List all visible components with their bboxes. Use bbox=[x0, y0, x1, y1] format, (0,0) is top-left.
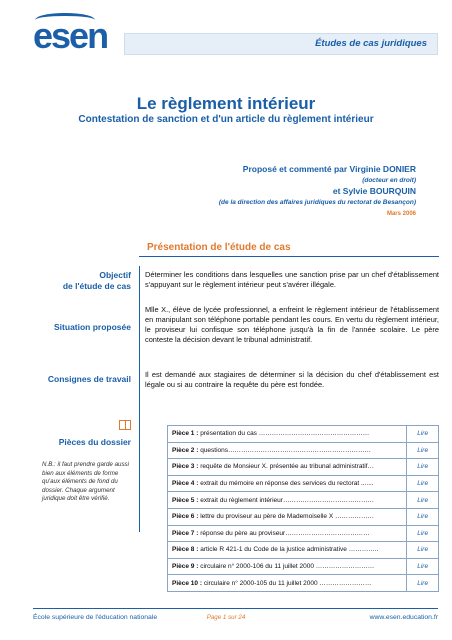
category-label: Études de cas juridiques bbox=[315, 38, 427, 49]
section-divider bbox=[139, 266, 140, 532]
consignes-label: Consignes de travail bbox=[47, 374, 131, 384]
table-row: Pièce 6 : lettre du proviseur au père de Mademoiselle X ……………… Lire bbox=[168, 508, 439, 525]
read-link[interactable]: Lire bbox=[407, 542, 439, 559]
author-1: Proposé et commenté par Virginie DONIER bbox=[242, 164, 416, 174]
presentation-divider bbox=[139, 256, 439, 257]
table-row: Pièce 8 : article R 421-1 du Code de la justice administrative ………….. Lire bbox=[168, 542, 439, 559]
situation-text: Mlle X., élève de lycée professionnel, a enfreint le règlement intérieur de l'établissement en manipulant son téléphone portable pendant les cours. En vertu du règlement intérieur, le proviseur lui confisque son téléphone jusqu'à la fin de l'année scolaire. Le père conteste la décision devant le tribunal administratif. bbox=[145, 305, 439, 344]
read-link[interactable]: Lire bbox=[407, 508, 439, 525]
consignes-text: Il est demandé aux stagiaires de déterminer si la décision du chef d'établissement est légale ou si au contraire la requête du père est fondée. bbox=[145, 370, 439, 389]
author-2: et Sylvie BOURQUIN bbox=[332, 186, 416, 196]
logo-text: esen bbox=[33, 15, 108, 56]
publication-date: Mars 2006 bbox=[386, 211, 416, 217]
page-title: Le règlement intérieur bbox=[136, 94, 316, 113]
table-row: Pièce 5 : extrait du règlement intérieur…………………………………… Lire bbox=[168, 492, 439, 509]
table-row: Pièce 7 : réponse du père au proviseur………………………………… Lire bbox=[168, 525, 439, 542]
read-link[interactable]: Lire bbox=[407, 426, 439, 443]
situation-label: Situation proposée bbox=[54, 322, 131, 332]
table-row: Pièce 2 : questions………………………………………………………… Lire bbox=[168, 442, 439, 459]
table-row: Pièce 9 : circulaire n° 2000-106 du 11 juillet 2000 ……………………… Lire bbox=[168, 558, 439, 575]
pieces-label: Pièces du dossier bbox=[58, 437, 131, 447]
author-1-role: (docteur en droit) bbox=[362, 177, 416, 184]
objectif-text: Déterminer les conditions dans lesquelles une sanction prise par un chef d'établissement s'appuyant sur le règlement intérieur peut s'avérer illégale. bbox=[145, 270, 439, 289]
read-link[interactable]: Lire bbox=[407, 442, 439, 459]
read-link[interactable]: Lire bbox=[407, 492, 439, 509]
logo-swoosh-icon bbox=[35, 13, 95, 27]
author-2-role: (de la direction des affaires juridiques du rectorat de Besançon) bbox=[218, 199, 416, 206]
table-row: Pièce 4 : extrait du mémoire en réponse des services du rectorat ....... Lire bbox=[168, 475, 439, 492]
book-icon bbox=[119, 420, 131, 430]
pieces-note: N.B.: il faut prendre garde aussi bien aux éléments de forme qu'aux éléments de fond du dossier. Chaque argument juridique doit être vérifié. bbox=[42, 461, 130, 502]
objectif-label-line2: de l'étude de cas bbox=[62, 281, 131, 291]
footer-divider bbox=[33, 608, 438, 609]
table-row: Pièce 1 : présentation du cas …………………………………………… Lire bbox=[168, 426, 439, 443]
page-number: Page 1 sur 24 bbox=[206, 614, 246, 621]
read-link[interactable]: Lire bbox=[407, 525, 439, 542]
esen-logo bbox=[33, 15, 121, 60]
objectif-label-line1: Objectif bbox=[99, 270, 131, 280]
read-link[interactable]: Lire bbox=[407, 459, 439, 476]
read-link[interactable]: Lire bbox=[407, 575, 439, 592]
read-link[interactable]: Lire bbox=[407, 558, 439, 575]
table-row: Pièce 10 : circulaire n° 2000-105 du 11 juillet 2000 …………………… Lire bbox=[168, 575, 439, 592]
authors-block bbox=[219, 164, 416, 220]
pieces-table bbox=[167, 425, 439, 592]
page-subtitle: Contestation de sanction et d'un article du règlement intérieur bbox=[78, 114, 374, 125]
footer-institution: École supérieure de l'éducation nationale bbox=[33, 614, 158, 621]
read-link[interactable]: Lire bbox=[407, 475, 439, 492]
header-band bbox=[124, 33, 438, 55]
presentation-heading: Présentation de l'étude de cas bbox=[147, 242, 291, 253]
table-row: Pièce 3 : requête de Monsieur X. présentée au tribunal administratif… Lire bbox=[168, 459, 439, 476]
footer-website-link[interactable]: www.esen.education.fr bbox=[369, 614, 438, 621]
objectif-label bbox=[63, 270, 131, 292]
